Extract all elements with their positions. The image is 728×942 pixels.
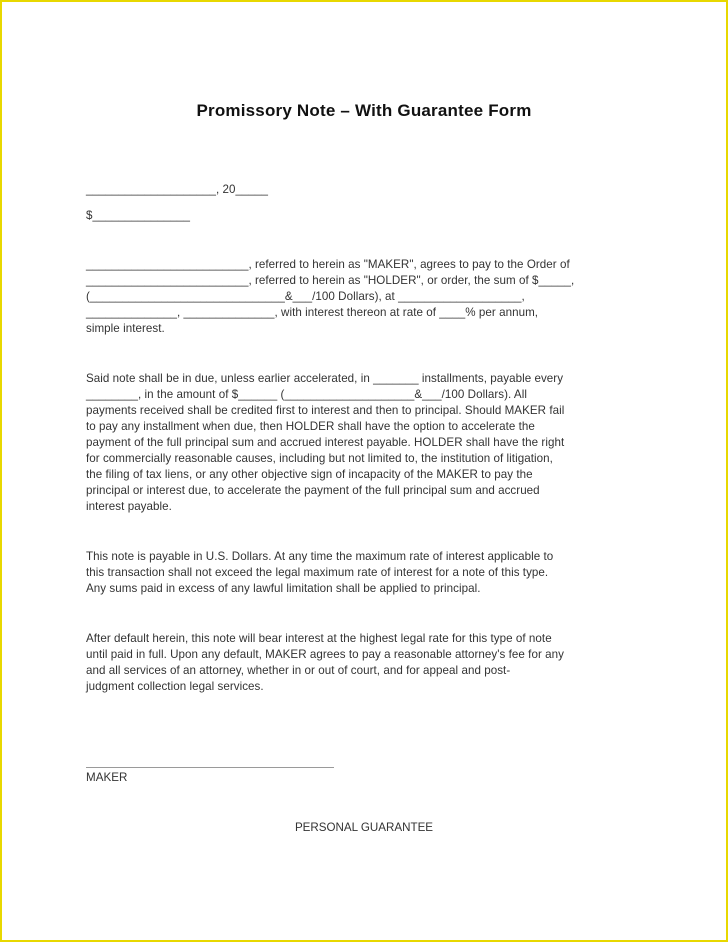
para2-line: for commercially reasonable causes, including but not limited to, the institution of litigation, bbox=[86, 452, 553, 465]
para2-line: interest payable. bbox=[86, 500, 172, 513]
para1-line: _________________________, referred to herein as "HOLDER", or order, the sum of $_____, bbox=[86, 274, 575, 287]
para2-line: payment of the full principal sum and accrued interest payable. HOLDER shall have the right bbox=[86, 436, 565, 449]
para1-line: simple interest. bbox=[86, 322, 165, 335]
para1-line: _________________________, referred to herein as "MAKER", agrees to pay to the Order of bbox=[86, 258, 570, 271]
amount-line: $_______________ bbox=[86, 209, 190, 222]
para3-line: this transaction shall not exceed the legal maximum rate of interest for a note of this type. bbox=[86, 566, 549, 579]
para2-line: payments received shall be credited first to interest and then to principal. Should MAKER fail bbox=[86, 404, 565, 417]
para1-line: (______________________________&___/100 Dollars), at ___________________, bbox=[86, 290, 525, 303]
para2-line: ________, in the amount of $______ (____________________&___/100 Dollars). All bbox=[86, 388, 527, 401]
para3-line: Any sums paid in excess of any lawful limitation shall be applied to principal. bbox=[86, 582, 481, 595]
para3-line: This note is payable in U.S. Dollars. At any time the maximum rate of interest applicable to bbox=[86, 550, 554, 563]
date-line: ____________________, 20_____ bbox=[86, 183, 268, 196]
maker-signature-line bbox=[86, 767, 334, 768]
para4-line: After default herein, this note will bear interest at the highest legal rate for this type of note bbox=[86, 632, 552, 645]
maker-label: MAKER bbox=[86, 771, 128, 784]
para2-line: to pay any installment when due, then HOLDER shall have the option to accelerate the bbox=[86, 420, 535, 433]
para2-line: the filing of tax liens, or any other objective sign of incapacity of the MAKER to pay the bbox=[86, 468, 533, 481]
para1-line: ______________, ______________, with interest thereon at rate of ____% per annum, bbox=[86, 306, 539, 319]
document-page bbox=[2, 2, 726, 940]
para2-line: Said note shall be in due, unless earlier accelerated, in _______ installments, payable every bbox=[86, 372, 564, 385]
document-title: Promissory Note – With Guarantee Form bbox=[196, 101, 532, 120]
para4-line: until paid in full. Upon any default, MAKER agrees to pay a reasonable attorney's fee for any bbox=[86, 648, 564, 661]
para4-line: judgment collection legal services. bbox=[86, 680, 264, 693]
para2-line: principal or interest due, to accelerate the payment of the full principal sum and accrued bbox=[86, 484, 540, 497]
para4-line: and all services of an attorney, whether in or out of court, and for appeal and post- bbox=[86, 664, 511, 677]
personal-guarantee-heading: PERSONAL GUARANTEE bbox=[294, 821, 434, 834]
